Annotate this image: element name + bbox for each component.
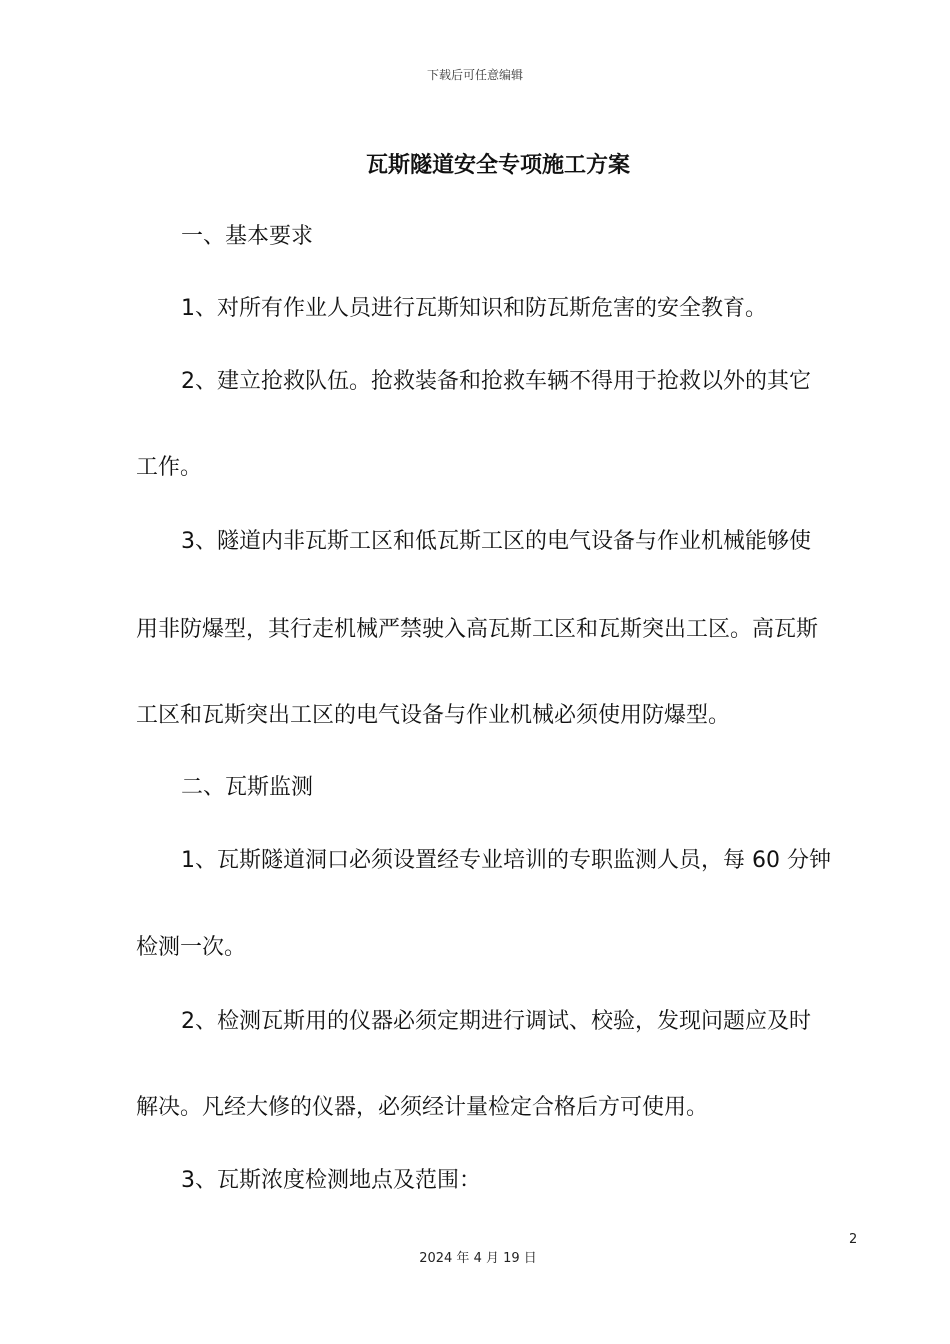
paragraph-line: 3、隧道内非瓦斯工区和低瓦斯工区的电气设备与作业机械能够使 (181, 529, 811, 554)
paragraph-line: 工区和瓦斯突出工区的电气设备与作业机械必须使用防爆型。 (136, 703, 731, 728)
section-heading-gas-monitoring: 二、瓦斯监测 (181, 775, 314, 800)
paragraph-line: 3、瓦斯浓度检测地点及范围： (181, 1168, 481, 1193)
paragraph-line: 2、建立抢救队伍。抢救装备和抢救车辆不得用于抢救以外的其它 (181, 369, 811, 394)
paragraph-line: 1、瓦斯隧道洞口必须设置经专业培训的专职监测人员，每 60 分钟 (181, 848, 831, 873)
footer-date: 2024 年 4 月 19 日 (419, 1251, 537, 1266)
paragraph-line: 解决。凡经大修的仪器，必须经计量检定合格后方可使用。 (136, 1095, 709, 1120)
paragraph-line: 2、检测瓦斯用的仪器必须定期进行调试、校验，发现问题应及时 (181, 1009, 811, 1034)
section-heading-basic-requirements: 一、基本要求 (181, 224, 314, 249)
paragraph-line: 用非防爆型，其行走机械严禁驶入高瓦斯工区和瓦斯突出工区。高瓦斯 (136, 617, 819, 642)
paragraph-line: 检测一次。 (136, 935, 247, 960)
header-note: 下载后可任意编辑 (426, 68, 523, 82)
paragraph-line: 1、对所有作业人员进行瓦斯知识和防瓦斯危害的安全教育。 (181, 296, 767, 321)
document-title: 瓦斯隧道安全专项施工方案 (365, 153, 630, 178)
page-number: 2 (849, 1232, 858, 1247)
paragraph-line: 工作。 (136, 455, 203, 480)
